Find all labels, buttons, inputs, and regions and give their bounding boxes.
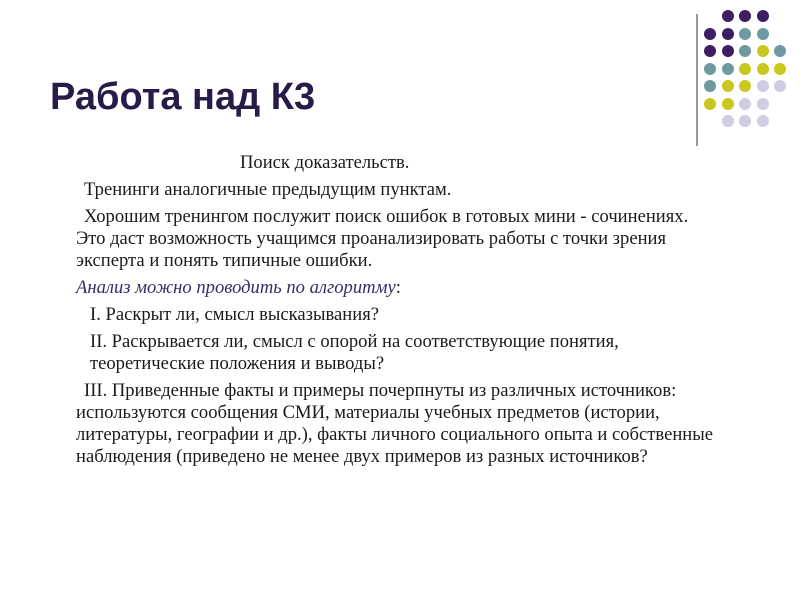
decorative-dot bbox=[774, 45, 786, 57]
decorative-dot bbox=[774, 80, 786, 92]
decorative-dot bbox=[739, 80, 751, 92]
decorative-vertical-rule bbox=[696, 14, 698, 146]
decorative-dot-grid bbox=[702, 6, 782, 136]
algorithm-intro: Анализ можно проводить по алгоритму bbox=[76, 277, 396, 298]
decorative-dot bbox=[757, 115, 769, 127]
decorative-dot bbox=[757, 28, 769, 40]
decorative-dot bbox=[704, 98, 716, 110]
section-heading: Поиск доказательств. bbox=[240, 152, 410, 173]
decorative-dot bbox=[739, 63, 751, 75]
decorative-dot bbox=[739, 28, 751, 40]
decorative-dot bbox=[722, 28, 734, 40]
decorative-dot bbox=[774, 63, 786, 75]
decorative-dot bbox=[722, 45, 734, 57]
decorative-dot bbox=[757, 63, 769, 75]
slide-title: Работа над К3 bbox=[50, 76, 316, 118]
decorative-dot bbox=[757, 10, 769, 22]
decorative-dot bbox=[704, 63, 716, 75]
algorithm-intro-line bbox=[76, 277, 716, 299]
decorative-dot bbox=[739, 115, 751, 127]
decorative-dot bbox=[739, 45, 751, 57]
paragraph-error-search: Хорошим тренингом послужит поиск ошибок в готовых мини - сочинениях. Это даст возможность учащимся проанализировать работы с точки зрения эксперта и понять типичные ошибки. bbox=[76, 206, 689, 271]
decorative-dot bbox=[757, 80, 769, 92]
decorative-dot bbox=[704, 45, 716, 57]
algorithm-step-1: I. Раскрыт ли, смысл высказывания? bbox=[90, 304, 380, 325]
algorithm-intro-colon: : bbox=[395, 277, 401, 298]
decorative-dot bbox=[722, 115, 734, 127]
decorative-dot bbox=[739, 10, 751, 22]
slide-body bbox=[76, 152, 716, 473]
paragraph-trainings: Тренинги аналогичные предыдущим пунктам. bbox=[84, 179, 452, 200]
decorative-dot bbox=[739, 98, 751, 110]
decorative-dot bbox=[722, 80, 734, 92]
algorithm-step-3: III. Приведенные факты и примеры почерпнуты из различных источников: используются сообщения СМИ, материалы учебных предметов (истории, литературы, географии и др.), факты личного социального опыта и собственные наблюдения (приведено не менее двух примеров из разных источников? bbox=[76, 380, 713, 467]
decorative-dot bbox=[757, 98, 769, 110]
decorative-dot bbox=[722, 63, 734, 75]
algorithm-step-2: II. Раскрывается ли, смысл с опорой на соответствующие понятия, теоретические положения и выводы? bbox=[90, 331, 619, 374]
decorative-dot bbox=[704, 80, 716, 92]
decorative-dot bbox=[757, 45, 769, 57]
decorative-dot bbox=[722, 10, 734, 22]
decorative-dot bbox=[704, 28, 716, 40]
decorative-dot bbox=[722, 98, 734, 110]
